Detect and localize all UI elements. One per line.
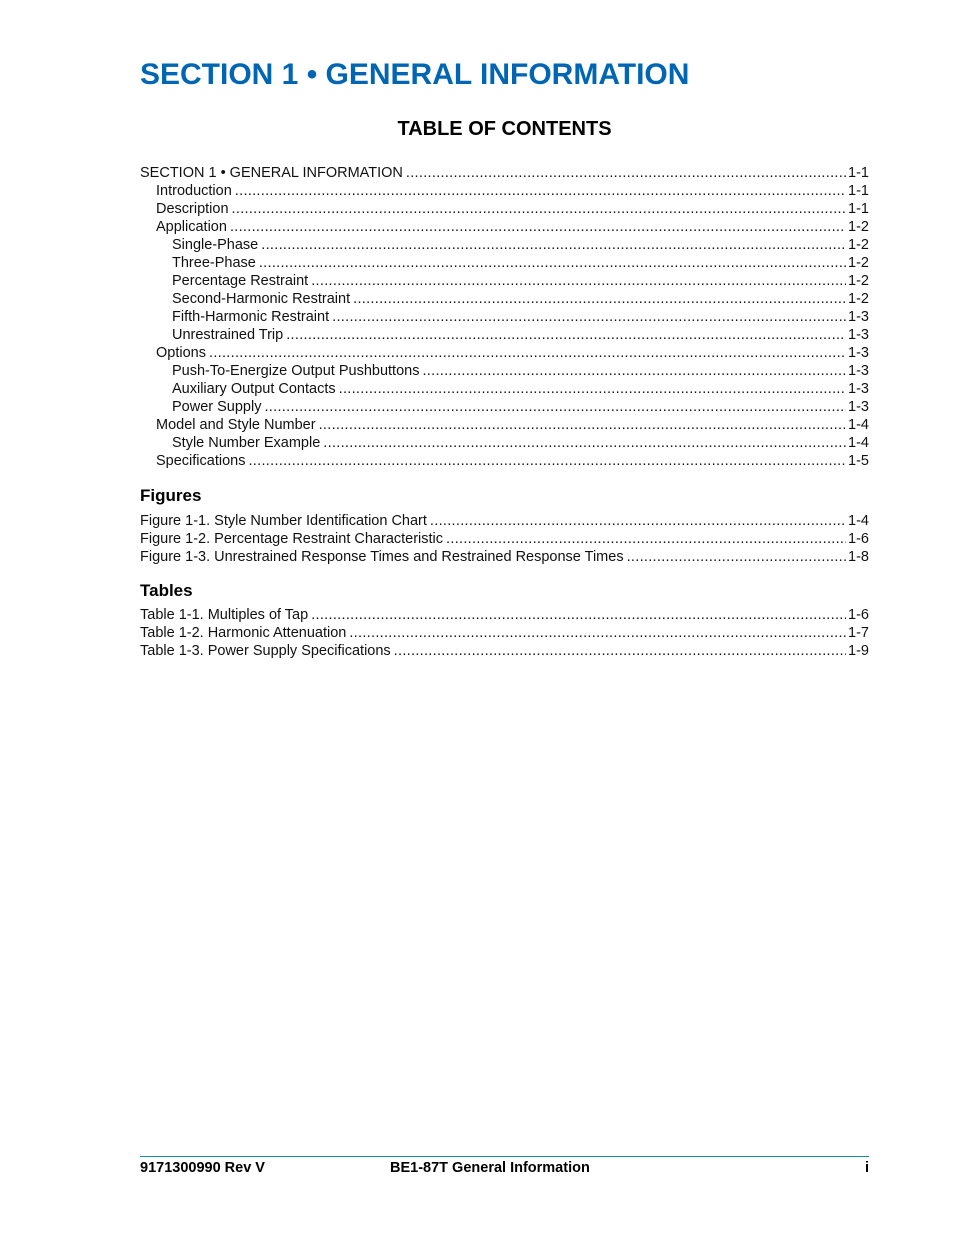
figure-entry[interactable] (140, 548, 869, 566)
toc-entry[interactable] (140, 218, 869, 236)
toc-entry[interactable] (140, 380, 869, 398)
dot-leader (235, 182, 846, 200)
toc-entry-page: 1-2 (848, 219, 869, 235)
dot-leader (446, 530, 846, 548)
dot-leader (261, 236, 846, 254)
table-entry-title: Table 1-1. Multiples of Tap (140, 607, 309, 623)
section-title: SECTION 1 • GENERAL INFORMATION (140, 58, 690, 91)
toc-entry[interactable] (140, 272, 869, 290)
figures-list (140, 512, 869, 566)
toc-entry[interactable] (140, 326, 869, 344)
toc-entry[interactable] (140, 452, 869, 470)
table-entry[interactable] (140, 642, 869, 660)
dot-leader (323, 434, 846, 452)
dot-leader (430, 512, 846, 530)
toc-entry[interactable] (140, 416, 869, 434)
toc-entry-page: 1-1 (848, 165, 869, 181)
toc-entry-title: Model and Style Number (156, 417, 316, 433)
toc-entry[interactable] (140, 344, 869, 362)
toc-entry-page: 1-3 (848, 399, 869, 415)
figure-entry-title: Figure 1-3. Unrestrained Response Times and Restrained Response Times (140, 549, 624, 565)
table-entry-page: 1-7 (848, 625, 869, 641)
toc-entry-page: 1-4 (848, 417, 869, 433)
toc-entry[interactable] (140, 254, 869, 272)
page-footer (140, 1160, 869, 1178)
dot-leader (259, 254, 846, 272)
toc-entry-page: 1-3 (848, 381, 869, 397)
toc-entry-page: 1-2 (848, 255, 869, 271)
dot-leader (232, 200, 847, 218)
toc-entry-title: Application (156, 219, 227, 235)
figure-entry-page: 1-4 (848, 513, 869, 529)
toc-entry[interactable] (140, 362, 869, 380)
dot-leader (248, 452, 846, 470)
toc-entry-page: 1-3 (848, 327, 869, 343)
document-page (140, 0, 869, 1235)
table-entry-title: Table 1-3. Power Supply Specifications (140, 643, 391, 659)
toc-entry-title: Auxiliary Output Contacts (172, 381, 336, 397)
toc-entry-title: Style Number Example (172, 435, 321, 451)
dot-leader (394, 642, 846, 660)
dot-leader (422, 362, 846, 380)
figure-entry-page: 1-6 (848, 531, 869, 547)
dot-leader (319, 416, 846, 434)
toc-entry-title: Unrestrained Trip (172, 327, 284, 343)
tables-heading: Tables (140, 581, 193, 600)
dot-leader (627, 548, 846, 566)
toc-entry-title: Introduction (156, 183, 232, 199)
toc-entry[interactable] (140, 182, 869, 200)
toc-entry-title: Single-Phase (172, 237, 259, 253)
toc-entry-page: 1-1 (848, 183, 869, 199)
table-entry-page: 1-9 (848, 643, 869, 659)
toc-entry-page: 1-2 (848, 237, 869, 253)
toc-entry[interactable] (140, 200, 869, 218)
figure-entry-page: 1-8 (848, 549, 869, 565)
tables-list (140, 606, 869, 660)
toc-entry-page: 1-4 (848, 435, 869, 451)
toc-entry-page: 1-1 (848, 201, 869, 217)
figure-entry-title: Figure 1-1. Style Number Identification Chart (140, 513, 427, 529)
table-entry-title: Table 1-2. Harmonic Attenuation (140, 625, 347, 641)
toc-entry-page: 1-5 (848, 453, 869, 469)
dot-leader (339, 380, 846, 398)
dot-leader (332, 308, 846, 326)
toc-entry[interactable] (140, 164, 869, 182)
toc-entry-title: Options (156, 345, 206, 361)
dot-leader (264, 398, 846, 416)
toc-entry[interactable] (140, 308, 869, 326)
table-entry[interactable] (140, 624, 869, 642)
table-entry-page: 1-6 (848, 607, 869, 623)
toc-entry-title: SECTION 1 • GENERAL INFORMATION (140, 165, 403, 181)
toc-entry-title: Specifications (156, 453, 246, 469)
toc-entry-page: 1-3 (848, 309, 869, 325)
toc-entry[interactable] (140, 398, 869, 416)
toc-entry-title: Three-Phase (172, 255, 256, 271)
figure-entry[interactable] (140, 530, 869, 548)
toc-entry-title: Second-Harmonic Restraint (172, 291, 351, 307)
table-entry[interactable] (140, 606, 869, 624)
toc-entry-title: Push-To-Energize Output Pushbuttons (172, 363, 420, 379)
dot-leader (311, 272, 846, 290)
figures-heading: Figures (140, 486, 202, 505)
dot-leader (286, 326, 846, 344)
footer-doc-title: BE1-87T General Information (390, 1160, 590, 1176)
footer-rule (140, 1156, 869, 1157)
toc-entry[interactable] (140, 434, 869, 452)
toc-entry-page: 1-3 (848, 363, 869, 379)
dot-leader (353, 290, 846, 308)
toc-entry[interactable] (140, 236, 869, 254)
toc-entry[interactable] (140, 290, 869, 308)
figure-entry[interactable] (140, 512, 869, 530)
dot-leader (209, 344, 846, 362)
toc-entry-title: Description (156, 201, 229, 217)
toc-entry-page: 1-2 (848, 291, 869, 307)
figure-entry-title: Figure 1-2. Percentage Restraint Characteristic (140, 531, 444, 547)
dot-leader (406, 164, 846, 182)
dot-leader (230, 218, 846, 236)
footer-doc-number: 9171300990 Rev V (140, 1160, 265, 1176)
toc-list (140, 164, 869, 470)
toc-title: TABLE OF CONTENTS (397, 118, 612, 140)
toc-entry-page: 1-2 (848, 273, 869, 289)
footer-page-number: i (864, 1160, 869, 1176)
toc-entry-title: Percentage Restraint (172, 273, 309, 289)
toc-entry-page: 1-3 (848, 345, 869, 361)
toc-entry-title: Power Supply (172, 399, 262, 415)
toc-entry-title: Fifth-Harmonic Restraint (172, 309, 330, 325)
dot-leader (349, 624, 846, 642)
dot-leader (311, 606, 846, 624)
